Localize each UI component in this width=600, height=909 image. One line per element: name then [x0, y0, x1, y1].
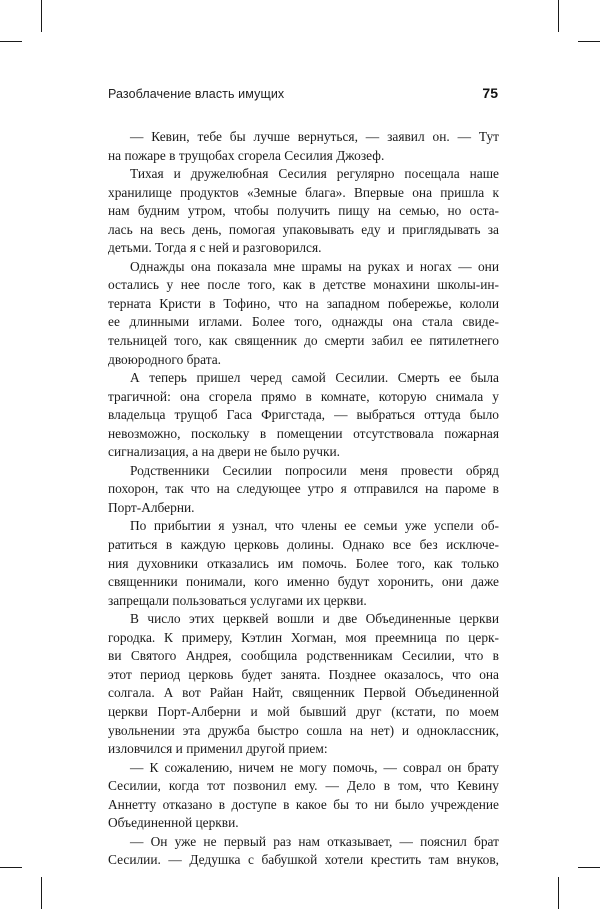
- crop-mark-bottom-left: [41, 877, 42, 909]
- text-line: церкви Порт-Алберни и мой бывший друг (кстати, по моем: [108, 703, 499, 719]
- text-line: Аннетту отказано в доступе в какое бы то ни было учреждение: [108, 796, 499, 812]
- text-line: — Он уже не первый раз нам отказывает, — пояснил брат: [130, 833, 499, 849]
- text-line: Родственники Сесилии попросили меня провести обряд: [130, 462, 499, 478]
- crop-mark-right-top: [578, 41, 600, 42]
- crop-mark-top-right: [558, 0, 559, 32]
- text-line: ви Святого Андрея, сообщила родственникам Сесилии, что в: [108, 648, 499, 664]
- text-line: Однажды она показала мне шрамы на руках и ногах — они: [130, 258, 499, 274]
- text-line: — К сожалению, ничем не могу помочь, — соврал он брату: [130, 759, 499, 775]
- text-line: А теперь пришел черед самой Сесилии. Смерть ее была: [130, 370, 499, 386]
- text-line: на пожаре в трущобах сгорела Сесилия Джозеф.: [108, 147, 385, 163]
- crop-mark-right-bottom: [578, 867, 600, 868]
- crop-mark-left-top: [0, 41, 22, 42]
- crop-mark-left-bottom: [0, 867, 22, 868]
- text-line: городка. К примеру, Кэтлин Хогман, моя преемница по церк-: [108, 629, 499, 645]
- body-text: [108, 128, 499, 870]
- text-line: ратиться в каждую церковь долины. Однако все без исключе-: [108, 537, 499, 553]
- text-line: изловчился и применил другой прием:: [108, 741, 328, 757]
- text-line: Тихая и дружелюбная Сесилия регулярно посещала наше: [130, 166, 499, 182]
- text-line: терната Кристи в Тофино, что на западном побережье, кололи: [108, 295, 499, 311]
- text-line: Объединенной церкви.: [108, 815, 239, 831]
- text-line: В число этих церквей вошли и две Объединенные церкви: [130, 611, 499, 627]
- text-line: увольнении эта дружба быстро сошла на нет) и одноклассник,: [108, 722, 499, 738]
- text-line: священники понимали, кого именно будут хоронить, они даже: [108, 574, 499, 590]
- crop-mark-bottom-right: [558, 877, 559, 909]
- text-line: тельницей того, как священник до смерти забил ее пятилетнего: [108, 333, 499, 349]
- text-line: двоюродного брата.: [108, 351, 222, 367]
- page-number: 75: [482, 85, 498, 101]
- text-line: По прибытии я узнал, что члены ее семьи уже успели об-: [130, 518, 499, 534]
- text-line: владельца трущоб Гаса Фригстада, — выбраться оттуда было: [108, 407, 499, 423]
- text-line: лась на весь день, помогая упаковывать еду и приглядывать за: [108, 221, 499, 237]
- text-line: хранилище продуктов «Земные блага». Впервые она пришла к: [108, 184, 499, 200]
- text-line: ее длинными иглами. Более того, однажды она стала свиде-: [108, 314, 499, 330]
- text-line: невозможно, поскольку в помещении отсутствовала пожарная: [108, 425, 499, 441]
- text-line: похорон, так что на следующее утро я отправился на пароме в: [108, 481, 499, 497]
- crop-mark-top-left: [41, 0, 42, 32]
- text-line: сигнализация, а на двери не было ручки.: [108, 444, 341, 460]
- text-line: нам будним утром, чтобы получить пищу на семью, но оста-: [108, 203, 499, 219]
- text-line: запрещали пользоваться услугами их церкви.: [108, 592, 367, 608]
- running-title: Разоблачение власть имущих: [108, 87, 285, 101]
- text-line: Порт-Алберни.: [108, 499, 195, 515]
- text-line: Сесилии. — Дедушка с бабушкой хотели крестить там внуков,: [108, 852, 499, 868]
- text-line: Сесилии, когда тот позвонил ему. — Дело в том, что Кевину: [108, 778, 499, 794]
- text-line: ния духовники отказались им помочь. Более того, как только: [108, 555, 499, 571]
- text-line: — Кевин, тебе бы лучше вернуться, — заявил он. — Тут: [130, 129, 499, 144]
- text-line: этот период церковь будет занята. Позднее оказалось, что она: [108, 666, 499, 682]
- text-line: трагичной: она сгорела прямо в комнате, которую снимала у: [108, 388, 499, 404]
- text-line: детьми. Тогда я с ней и разговорился.: [108, 240, 322, 256]
- text-line: остались у нее после того, как в детстве монахини школы-ин-: [108, 277, 499, 293]
- text-line: солгала. А вот Райан Найт, священник Первой Объединенной: [108, 685, 499, 701]
